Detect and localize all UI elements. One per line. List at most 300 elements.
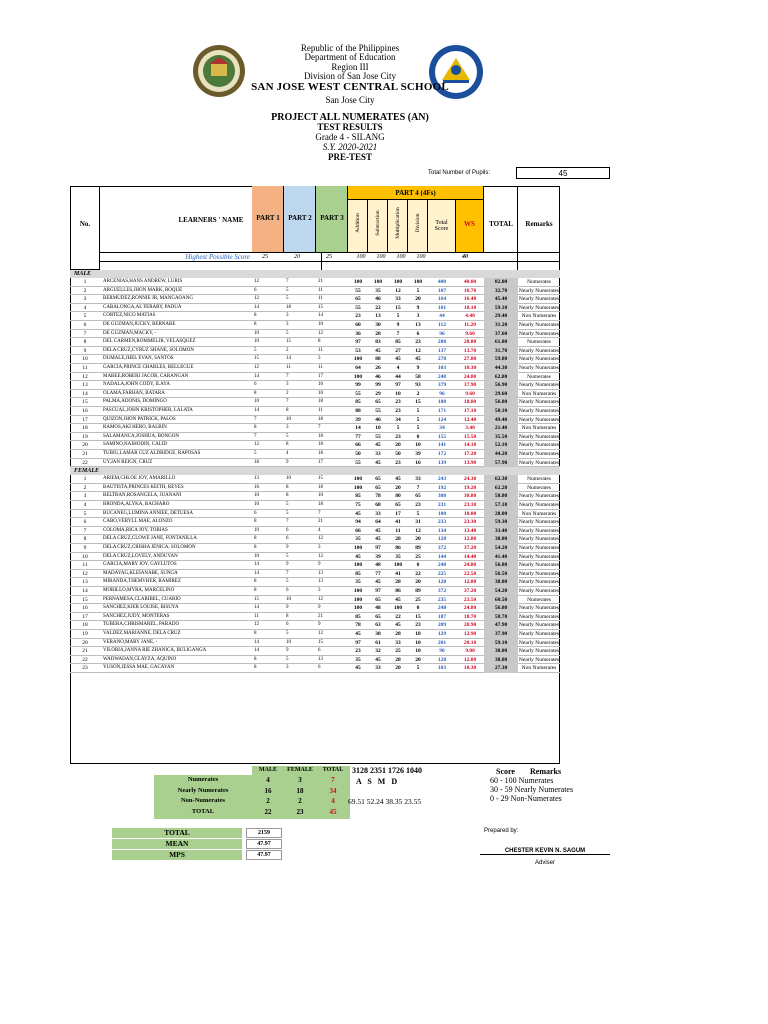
- table-cell: 6: [416, 330, 420, 337]
- table-cell: 38.80: [484, 535, 518, 544]
- table-cell: 12: [318, 631, 323, 636]
- table-cell: Nearly Numerates: [518, 287, 560, 294]
- table-cell: PASCUAL,JOHN KRISTOPHER, LALATA: [103, 408, 193, 413]
- table-cell: 7: [286, 519, 289, 525]
- header-region: Region III: [331, 61, 369, 72]
- table-cell: 8: [254, 588, 257, 593]
- table-cell: 17.20: [463, 451, 477, 457]
- summary-cell: 45: [329, 807, 337, 816]
- table-cell: 5: [83, 313, 87, 320]
- hps-value: 100: [356, 254, 366, 260]
- table-cell: 33.40: [484, 527, 518, 536]
- asmd-letters: A S M D: [356, 777, 400, 786]
- table-cell: DELA CRUZ,LOVELY, ANDUYAN: [103, 553, 178, 559]
- table-cell: DE GUZMAN,MACKY, -: [103, 330, 157, 336]
- table-cell: BRONDA,ALYKA, BACHARO: [103, 502, 170, 507]
- table-cell: RAMOS,AKI HERO, BALBIN: [103, 425, 167, 431]
- summary-cell: 4: [266, 776, 270, 784]
- table-cell: 18: [82, 622, 88, 629]
- table-row: [70, 656, 560, 665]
- table-cell: 243: [437, 476, 447, 483]
- table-cell: 62.30: [484, 475, 518, 484]
- table-cell: 53: [355, 347, 361, 354]
- table-cell: 5: [286, 579, 289, 585]
- table-cell: 18: [318, 433, 323, 439]
- table-cell: 12: [254, 296, 259, 302]
- table-cell: 55: [375, 433, 381, 440]
- table-cell: 66: [355, 442, 361, 449]
- table-cell: 21: [82, 451, 88, 457]
- table-cell: 89: [415, 545, 421, 551]
- table-cell: 65: [375, 613, 381, 620]
- table-cell: 5: [416, 425, 420, 432]
- table-cell: 26: [375, 365, 381, 371]
- table-cell: BERMUDEZ,RONNIE JR, MANGAOANG: [103, 296, 193, 302]
- table-cell: 107: [437, 287, 447, 294]
- table-cell: 12: [415, 527, 421, 534]
- table-cell: 88: [375, 356, 381, 363]
- table-cell: Nearly Numerates: [518, 330, 560, 337]
- summary-cell: 34: [329, 786, 337, 795]
- table-cell: 14: [355, 425, 361, 432]
- table-cell: 16: [254, 484, 259, 490]
- table-cell: 10: [286, 639, 291, 645]
- col-no: No.: [79, 220, 91, 228]
- table-cell: 18: [286, 304, 291, 310]
- table-cell: Nearly Numerates: [518, 322, 560, 328]
- table-cell: 54.20: [484, 544, 518, 553]
- table-cell: WADWADAN,GLAYZA, AQUINO: [103, 656, 177, 662]
- table-cell: 10: [82, 356, 88, 363]
- table-cell: 8: [254, 631, 257, 636]
- table-cell: 164: [437, 296, 447, 303]
- table-cell: 10: [286, 476, 291, 482]
- table-cell: 103: [437, 365, 447, 371]
- table-cell: 38.80: [484, 656, 518, 665]
- table-cell: 65: [355, 296, 361, 303]
- table-cell: 65: [395, 502, 401, 508]
- table-header: [70, 186, 560, 270]
- table-cell: 10: [318, 322, 323, 327]
- table-cell: 8: [254, 665, 257, 671]
- table-cell: 33: [375, 451, 381, 457]
- table-cell: 2: [83, 484, 87, 491]
- table-cell: 18: [82, 425, 88, 432]
- table-cell: 45: [415, 356, 421, 363]
- table-cell: 20: [82, 639, 88, 646]
- table-cell: VERANO,MARY JANE, -: [103, 639, 158, 645]
- table-cell: 9: [286, 648, 289, 654]
- summary-head-total: TOTAL: [322, 767, 344, 773]
- table-cell: 32: [375, 648, 381, 655]
- table-cell: 60.50: [484, 596, 518, 605]
- col-learners-name: LEARNERS ' NAME: [178, 216, 244, 224]
- table-cell: 10: [395, 390, 401, 397]
- table-cell: 58.80: [484, 492, 518, 501]
- table-cell: 9: [318, 562, 321, 568]
- section-header: MALE: [70, 270, 560, 278]
- table-cell: 3: [286, 322, 289, 327]
- table-cell: 85: [395, 339, 401, 346]
- table-cell: 8: [83, 536, 87, 543]
- legend-remarks-head: Remarks: [530, 767, 562, 776]
- table-cell: 55: [355, 304, 361, 311]
- table-cell: 28: [395, 656, 401, 663]
- table-cell: 99: [375, 382, 381, 389]
- table-cell: 10.10: [463, 304, 477, 311]
- table-cell: 100: [393, 279, 403, 285]
- table-cell: Non Numerates: [521, 390, 557, 397]
- table-cell: 6: [318, 648, 321, 654]
- table-cell: 65: [415, 493, 421, 500]
- table-cell: 9: [416, 304, 420, 311]
- table-cell: Nearly Numerates: [518, 408, 560, 414]
- table-cell: 18: [318, 484, 323, 490]
- table-cell: 0: [416, 433, 420, 440]
- table-cell: 12.80: [463, 536, 477, 543]
- table-cell: 80: [395, 493, 401, 500]
- table-cell: 278: [437, 356, 447, 363]
- table-cell: 8: [83, 339, 87, 346]
- table-cell: 13.90: [463, 459, 477, 466]
- table-cell: 20: [415, 536, 421, 543]
- table-cell: Nearly Numerates: [518, 536, 560, 543]
- summary-cell: 2: [298, 797, 302, 805]
- table-cell: 379: [437, 382, 447, 389]
- table-cell: 8: [254, 536, 257, 542]
- table-cell: 78: [355, 622, 361, 629]
- table-cell: 11: [82, 562, 88, 569]
- table-cell: 18: [254, 459, 259, 465]
- table-cell: BELTRAN,ROSANGELA, JUANANI: [103, 493, 182, 499]
- table-cell: 8: [254, 519, 257, 525]
- asmd-means: 69.51 52.24 38.35 23.55: [348, 797, 422, 806]
- table-cell: 155: [437, 433, 447, 440]
- table-cell: 59.10: [484, 304, 518, 313]
- table-cell: 15: [286, 339, 291, 345]
- table-cell: 14: [254, 605, 259, 611]
- school-name: SAN JOSE WEST CENTRAL SCHOOL: [251, 80, 449, 93]
- table-cell: 13.70: [463, 347, 477, 354]
- table-cell: 10.30: [463, 665, 477, 672]
- table-row: [70, 613, 560, 622]
- table-cell: 60: [355, 322, 361, 328]
- table-cell: Nearly Numerates: [518, 639, 560, 646]
- stat-value: 47.97: [246, 850, 282, 860]
- table-cell: 9: [286, 545, 289, 550]
- table-cell: 8: [254, 656, 257, 662]
- table-cell: 6: [286, 536, 289, 542]
- table-row: [70, 553, 560, 562]
- table-cell: 28.80: [463, 339, 477, 346]
- table-cell: 44.30: [484, 364, 518, 373]
- sub-subtraction: Subtraction: [375, 210, 381, 236]
- table-row: [70, 373, 560, 382]
- table-cell: 23: [395, 399, 401, 406]
- table-cell: 14.40: [463, 553, 477, 560]
- table-cell: 139: [437, 459, 447, 466]
- table-cell: 11: [318, 365, 323, 370]
- table-row: [70, 304, 560, 313]
- col-ws: WS: [456, 200, 484, 252]
- hps-value: 100: [376, 254, 386, 260]
- table-cell: 10: [254, 493, 259, 499]
- table-cell: 10.70: [463, 287, 477, 294]
- table-cell: 1: [83, 476, 87, 483]
- table-cell: 86: [395, 545, 401, 551]
- table-cell: 233: [437, 519, 447, 526]
- table-cell: 100: [393, 562, 403, 569]
- table-cell: Numerates: [527, 279, 551, 285]
- table-cell: 45: [355, 553, 361, 560]
- table-cell: 18: [318, 442, 323, 448]
- table-cell: 7: [83, 330, 87, 337]
- table-cell: 20: [395, 442, 401, 449]
- table-cell: 45: [375, 656, 381, 663]
- table-cell: 137: [437, 347, 447, 354]
- table-cell: 18: [318, 399, 323, 405]
- table-cell: 28: [395, 579, 401, 586]
- table-cell: 22: [395, 613, 401, 620]
- table-cell: 20: [395, 665, 401, 672]
- table-cell: 14: [82, 390, 88, 397]
- table-cell: 23: [415, 339, 421, 346]
- summary-cell: 22: [264, 807, 272, 816]
- table-row: [70, 484, 560, 493]
- table-cell: 20.10: [463, 639, 477, 646]
- table-cell: 14: [318, 313, 323, 319]
- table-cell: 45: [395, 476, 401, 483]
- table-cell: 13: [254, 476, 259, 482]
- table-cell: Nearly Numerates: [518, 347, 560, 354]
- table-cell: 9: [286, 459, 289, 465]
- table-row: [70, 278, 560, 287]
- table-cell: 12.90: [463, 631, 477, 637]
- table-cell: 100: [353, 356, 363, 363]
- table-cell: 3: [286, 313, 289, 319]
- legend-non: 0 - 29 Non-Numerates: [490, 794, 562, 803]
- table-cell: 41: [395, 519, 401, 526]
- table-row: [70, 664, 560, 673]
- table-cell: Numerates: [527, 484, 551, 491]
- table-cell: CABALONGA,AL FERARY, PADUA: [103, 304, 182, 310]
- table-cell: 187: [437, 613, 447, 620]
- table-cell: 5: [254, 451, 257, 456]
- table-cell: Nearly Numerates: [518, 451, 560, 457]
- table-cell: PERNAMESA,CLARIBEL, CUARIO: [103, 596, 181, 602]
- table-cell: 3: [318, 588, 321, 593]
- table-row: [70, 527, 560, 536]
- table-cell: 201: [437, 639, 447, 646]
- table-cell: 10.00: [463, 510, 477, 517]
- table-row: [70, 639, 560, 648]
- table-cell: 37.20: [463, 588, 477, 594]
- table-cell: 27: [395, 347, 401, 354]
- table-cell: 3: [83, 493, 87, 500]
- table-cell: 24.30: [463, 476, 477, 483]
- table-cell: 85: [355, 570, 361, 577]
- table-cell: 31.20: [484, 321, 518, 330]
- table-row: [70, 604, 560, 613]
- table-cell: 97: [375, 545, 381, 551]
- table-cell: 5: [396, 313, 400, 320]
- table-cell: 28: [395, 631, 401, 637]
- table-cell: QUIZON,JHON PATRICK, PALOS: [103, 416, 176, 422]
- table-cell: 23: [355, 313, 361, 320]
- table-cell: 7: [396, 330, 400, 337]
- table-row: [70, 510, 560, 519]
- table-cell: 65: [375, 484, 381, 491]
- table-cell: Nearly Numerates: [518, 605, 560, 612]
- table-cell: 3: [286, 665, 289, 671]
- table-cell: 28: [395, 536, 401, 543]
- table-cell: 57.90: [484, 459, 518, 468]
- table-cell: 33: [375, 665, 381, 672]
- table-row: [70, 364, 560, 373]
- table-cell: 3: [286, 382, 289, 388]
- table-cell: 83: [375, 339, 381, 346]
- table-cell: 14: [254, 408, 259, 413]
- table-cell: 55: [375, 408, 381, 414]
- table-cell: 44: [439, 313, 445, 320]
- table-cell: 10: [318, 390, 323, 396]
- table-cell: 15.50: [463, 433, 477, 440]
- sub-total-score: Total Score: [428, 200, 456, 252]
- table-cell: 128: [437, 656, 447, 663]
- table-cell: 21.40: [484, 424, 518, 433]
- table-cell: Non Numerates: [521, 313, 557, 320]
- table-cell: 4: [286, 451, 289, 456]
- table-cell: 22: [82, 656, 88, 663]
- table-cell: 16.40: [463, 296, 477, 303]
- table-cell: ARGUELLES,JHON MARK, ROQUE: [103, 287, 183, 293]
- table-cell: 18.80: [463, 399, 477, 406]
- table-cell: 12.40: [463, 416, 477, 423]
- table-cell: Nearly Numerates: [518, 365, 560, 371]
- table-cell: 13: [82, 382, 88, 389]
- table-cell: 9.60: [465, 330, 475, 337]
- table-cell: 37.90: [463, 382, 477, 389]
- table-cell: 8: [286, 408, 289, 413]
- table-cell: 10: [318, 493, 323, 499]
- table-cell: Nearly Numerates: [518, 545, 560, 551]
- table-cell: 62.80: [484, 373, 518, 382]
- table-cell: 33: [415, 476, 421, 483]
- table-cell: MADAYAG,KLEIANABE, SUNGA: [103, 570, 178, 576]
- table-cell: Nearly Numerates: [518, 631, 560, 637]
- sub-multiplication: Multiplication: [395, 207, 401, 239]
- table-cell: 134: [437, 527, 447, 534]
- table-cell: 46: [375, 296, 381, 303]
- table-cell: 62.20: [484, 484, 518, 493]
- table-cell: 39: [355, 416, 361, 423]
- table-cell: Nearly Numerates: [518, 493, 560, 500]
- table-cell: 188: [437, 399, 447, 406]
- table-cell: 56.90: [484, 381, 518, 390]
- table-cell: 37.90: [484, 630, 518, 639]
- table-cell: 10: [254, 502, 259, 507]
- table-cell: GARCIA,MARY JOY, GAYLUTOS: [103, 562, 177, 568]
- table-cell: Non Numerates: [521, 425, 557, 432]
- table-cell: 24.80: [463, 562, 477, 569]
- table-cell: 45: [375, 459, 381, 466]
- table-cell: 2: [83, 287, 87, 294]
- summary-cell: 18: [296, 786, 304, 795]
- table-cell: 20: [415, 296, 421, 303]
- table-cell: NADALA,JOHN CODY, ILAYA: [103, 382, 170, 388]
- table-cell: 3: [83, 296, 87, 303]
- hps-value: 100: [396, 254, 406, 260]
- table-cell: Nearly Numerates: [518, 527, 560, 534]
- table-cell: 3: [318, 356, 321, 362]
- table-cell: 16: [415, 459, 421, 466]
- table-cell: 6: [286, 622, 289, 628]
- table-cell: 103: [437, 665, 447, 672]
- table-cell: 66: [355, 527, 361, 534]
- table-cell: 35: [375, 287, 381, 294]
- table-cell: 85: [355, 399, 361, 406]
- table-cell: 61.80: [484, 338, 518, 347]
- col-part2-label: PART 2: [288, 214, 312, 222]
- table-cell: 12: [254, 622, 259, 628]
- table-cell: 12: [318, 330, 323, 336]
- table-cell: 24.80: [463, 605, 477, 612]
- letterhead: [230, 44, 470, 106]
- table-cell: 61: [375, 639, 381, 646]
- table-cell: 8: [318, 339, 321, 345]
- table-cell: 49.40: [484, 416, 518, 425]
- table-cell: Nearly Numerates: [518, 442, 560, 449]
- table-cell: 68: [375, 502, 381, 508]
- legend-score-head: Score: [496, 767, 515, 776]
- report-titles: [220, 112, 480, 163]
- summary-head-female: FEMALE: [287, 767, 313, 773]
- table-cell: 77: [375, 570, 381, 577]
- table-cell: 100: [353, 562, 363, 569]
- table-cell: 85: [355, 613, 361, 620]
- table-cell: 14: [286, 356, 291, 362]
- table-cell: 56.80: [484, 604, 518, 613]
- table-cell: 8: [254, 425, 257, 431]
- table-cell: 10: [415, 648, 421, 655]
- table-cell: Nearly Numerates: [518, 588, 560, 594]
- table-cell: 21: [318, 279, 323, 284]
- test-type: PRE-TEST: [327, 151, 372, 162]
- table-cell: 9: [318, 605, 321, 611]
- table-cell: 10.30: [463, 365, 477, 371]
- table-cell: 17: [395, 510, 401, 517]
- table-cell: 35: [355, 656, 361, 663]
- table-cell: DUMALE,JHEL EVAN, SANTOS: [103, 356, 174, 362]
- table-cell: 3: [416, 313, 420, 320]
- table-row: [70, 381, 560, 390]
- table-cell: 15: [82, 399, 88, 406]
- table-cell: SALAMANCA,JOSHUA, BONGON: [103, 433, 179, 439]
- table-cell: 45: [355, 510, 361, 517]
- table-cell: COLOMA,RICA JOY, TOBIAS: [103, 527, 168, 533]
- table-cell: 99: [355, 382, 361, 389]
- table-cell: 10: [415, 639, 421, 646]
- table-cell: VALDEZ,MARIANNE, DELA CRUZ: [103, 631, 181, 636]
- table-cell: 90: [439, 648, 445, 655]
- table-cell: 235: [437, 596, 447, 603]
- table-cell: 10: [375, 425, 381, 432]
- table-cell: 17: [318, 373, 323, 379]
- summary-cell: Numerates: [187, 776, 219, 783]
- table-cell: 7: [254, 433, 257, 439]
- table-cell: 400: [437, 279, 447, 285]
- table-cell: 4: [318, 527, 321, 533]
